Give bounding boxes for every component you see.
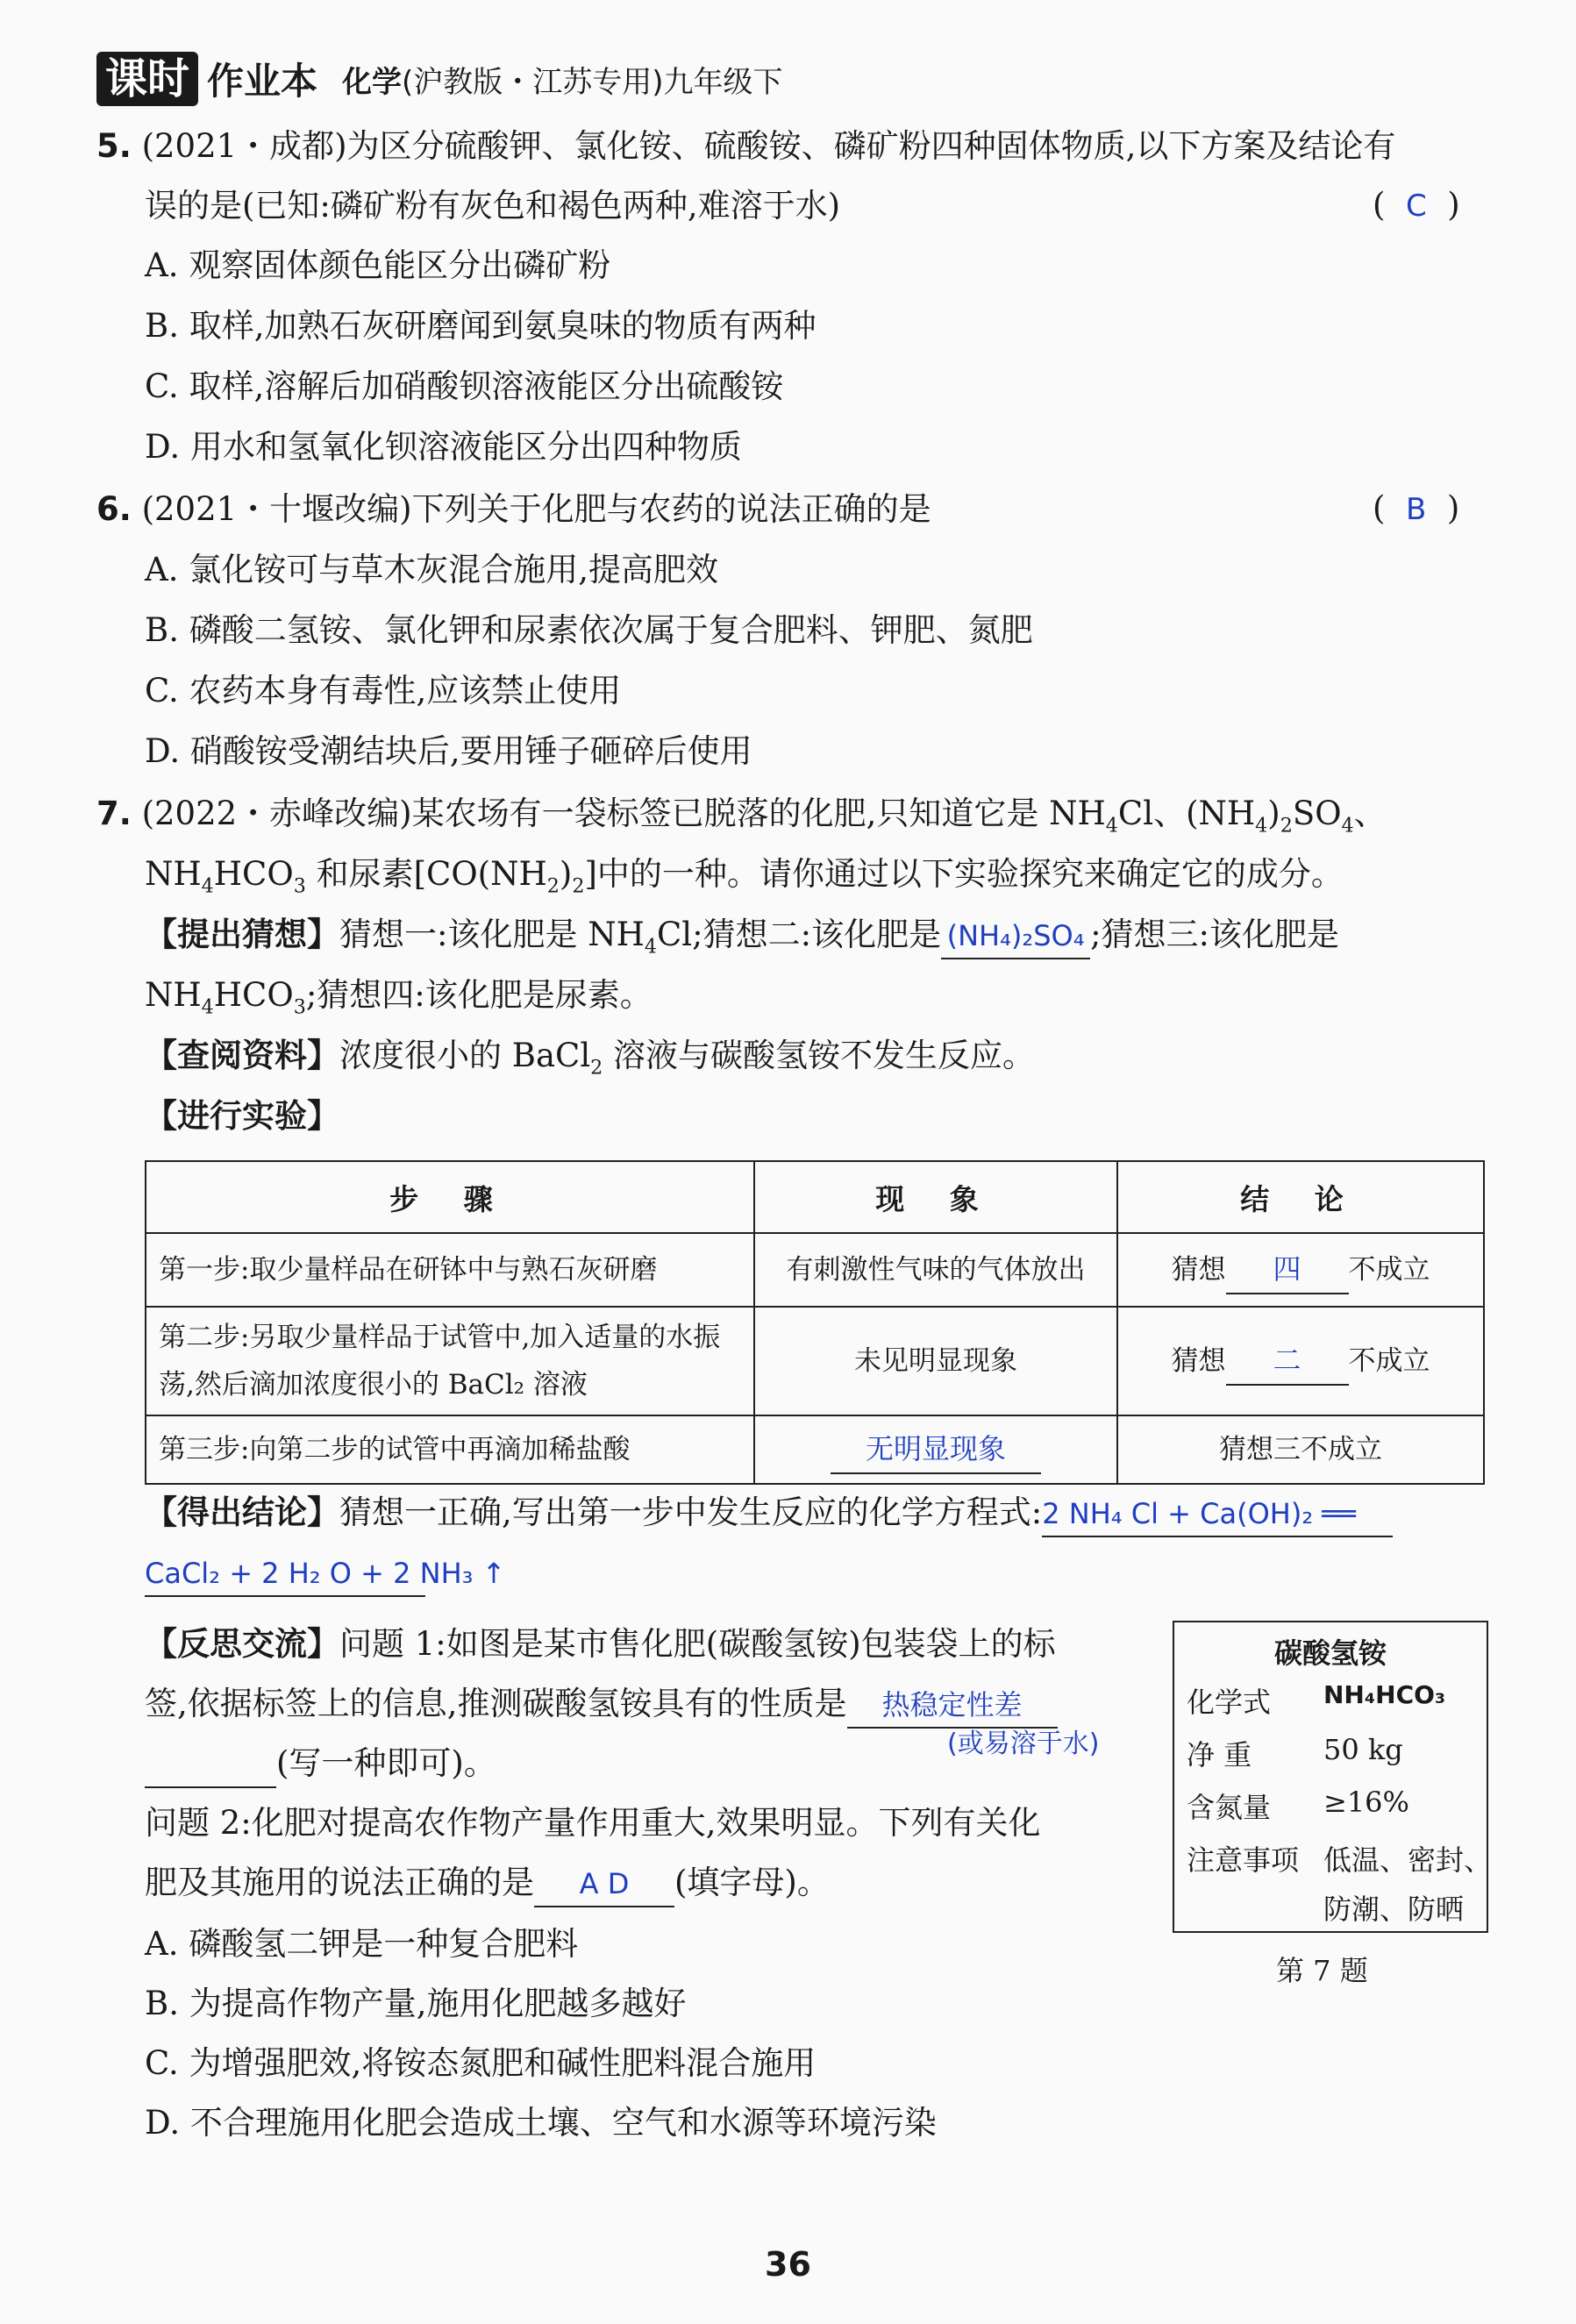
- q7-option-b: B. 为提高作物产量,施用化肥越多越好: [145, 1985, 687, 2022]
- conclusion-cell: 猜想 四 不成立: [1117, 1233, 1484, 1307]
- label-nitrogen-value: ≥16%: [1323, 1786, 1409, 1819]
- step-cell: 第三步:向第二步的试管中再滴加稀盐酸: [146, 1415, 754, 1484]
- q6-stem: 6. (2021・十堰改编)下列关于化肥与农药的说法正确的是: [96, 490, 931, 528]
- q7-option-a: A. 磷酸氢二钾是一种复合肥料: [145, 1925, 579, 1963]
- phenomenon-cell: 未见明显现象: [754, 1307, 1117, 1415]
- q5-option-b: B. 取样,加熟石灰研磨闻到氨臭味的物质有两种: [145, 307, 817, 345]
- q6-option-c: C. 农药本身有毒性,应该禁止使用: [145, 672, 622, 709]
- label-nitrogen-key: 含氮量: [1187, 1791, 1272, 1824]
- q5-stem-line1: 5. (2021・成都)为区分硫酸钾、氯化铵、硫酸铵、磷矿粉四种固体物质,以下方案及结论有: [96, 127, 1396, 165]
- reflect2-answer: A D: [534, 1862, 674, 1907]
- guess-two-answer: (NH₄)₂SO₄: [941, 914, 1090, 959]
- experiment-table: [145, 1160, 1485, 1485]
- q5-stem-line2: 误的是(已知:磷矿粉有灰色和褐色两种,难溶于水): [145, 187, 841, 225]
- q7-reflect-line4: 问题 2:化肥对提高农作物产量作用重大,效果明显。下列有关化: [145, 1804, 1041, 1842]
- label-formula-value: NH₄HCO₃: [1323, 1680, 1446, 1709]
- label-notes-key: 注意事项: [1187, 1843, 1300, 1877]
- q7-reflect-line3: (写一种即可)。: [145, 1742, 496, 1788]
- table-row: [146, 1415, 1484, 1484]
- step-cell: 第二步:另取少量样品于试管中,加入适量的水振荡,然后滴加浓度很小的 BaCl₂ 溶液: [146, 1307, 754, 1415]
- label-title: 碳酸氢铵: [1273, 1636, 1387, 1670]
- q7-stem-line1: 7. (2022・赤峰改编)某农场有一袋标签已脱落的化肥,只知道它是 $NH_4Cl$、$(NH_4)_2SO_4$、: [96, 795, 1387, 838]
- brand-logo: 课时: [96, 52, 198, 106]
- q5-option-a: A. 观察固体颜色能区分出磷矿粉: [145, 246, 611, 284]
- phenomenon-cell: 有刺激性气味的气体放出: [754, 1233, 1117, 1307]
- table-row: [146, 1307, 1484, 1415]
- label-weight-value: 50 kg: [1323, 1733, 1403, 1766]
- q6-option-b: B. 磷酸二氢铵、氯化钾和尿素依次属于复合肥料、钾肥、氮肥: [145, 611, 1033, 649]
- page-header: [96, 48, 783, 110]
- q6-answer-bracket: ( B ): [1373, 489, 1460, 527]
- reflect1-answer-cont: (或易溶于水): [947, 1729, 1100, 1759]
- header-steps: 步 骤: [146, 1161, 754, 1233]
- q7-stem-line2: $NH_4HCO_3$ 和尿素$[CO(NH_2)_2]$中的一种。请你通过以下实验探究来确定它的成分。: [145, 855, 1344, 898]
- q7-reflect-line5: 肥及其施用的说法正确的是 A D (填字母)。: [145, 1861, 830, 1907]
- q7-option-d: D. 不合理施用化肥会造成土壤、空气和水源等环境污染: [145, 2104, 937, 2142]
- q7-conclusion-line1: 【得出结论】猜想一正确,写出第一步中发生反应的化学方程式:2 NH₄ Cl + Ca(OH)₂ ══: [145, 1491, 1393, 1537]
- q7-reference: 【查阅资料】浓度很小的 BaCl$_2$ 溶液与碳酸氢铵不发生反应。: [145, 1037, 1036, 1080]
- q5-answer-bracket: ( C ): [1373, 186, 1460, 224]
- page-number: 36: [765, 2245, 811, 2284]
- q5-option-c: C. 取样,溶解后加硝酸钡溶液能区分出硫酸铵: [145, 367, 784, 405]
- q7-conclusion-line2: [145, 1551, 506, 1597]
- label-notes-value1: 低温、密封、: [1323, 1843, 1493, 1877]
- reflect1-answer: 热稳定性差: [847, 1683, 1058, 1729]
- q7-reflect-line1: 【反思交流】问题 1:如图是某市售化肥(碳酸氢铵)包装袋上的标: [145, 1625, 1056, 1663]
- equation-part1: 2 NH₄ Cl + Ca(OH)₂ ══: [1042, 1492, 1393, 1537]
- q7-experiment-head: 【进行实验】: [145, 1097, 339, 1135]
- q7-reflect-line2: 签,依据标签上的信息,推测碳酸氢铵具有的性质是 热稳定性差: [145, 1682, 1058, 1729]
- equation-part2: CaCl₂ + 2 H₂ O + 2 NH₃ ↑: [145, 1551, 425, 1597]
- book-subtitle: 化学(沪教版・江苏专用)九年级下: [342, 64, 783, 100]
- phenomenon-cell: 无明显现象: [754, 1415, 1117, 1484]
- q7-guess-line2: $NH_4HCO_3$;猜想四:该化肥是尿素。: [145, 976, 653, 1019]
- header-phenomenon: 现 象: [754, 1161, 1117, 1233]
- q6-option-d: D. 硝酸铵受潮结块后,要用锤子砸碎后使用: [145, 732, 752, 770]
- header-conclusion: 结 论: [1117, 1161, 1484, 1233]
- fertilizer-label: [1173, 1621, 1493, 1933]
- q7-guess-line1: 【提出猜想】猜想一:该化肥是 $NH_4Cl$;猜想二:该化肥是 (NH₄)₂SO₄ ;猜想三:该化肥是: [145, 916, 1340, 959]
- label-weight-key: 净 重: [1187, 1738, 1252, 1772]
- table-row: [146, 1233, 1484, 1307]
- q6-option-a: A. 氯化铵可与草木灰混合施用,提高肥效: [145, 551, 719, 588]
- brand-title: 作业本: [207, 60, 318, 103]
- figure-caption: 第 7 题: [1276, 1954, 1368, 1987]
- table-header-row: [146, 1161, 1484, 1233]
- label-formula-key: 化学式: [1187, 1686, 1272, 1719]
- conclusion-cell: 猜想 二 不成立: [1117, 1307, 1484, 1415]
- label-notes-value2: 防潮、防晒: [1323, 1893, 1465, 1926]
- q7-option-c: C. 为增强肥效,将铵态氮肥和碱性肥料混合施用: [145, 2044, 817, 2082]
- q5-option-d: D. 用水和氢氧化钡溶液能区分出四种物质: [145, 428, 742, 466]
- step-cell: 第一步:取少量样品在研钵中与熟石灰研磨: [146, 1233, 754, 1307]
- conclusion-cell: 猜想三不成立: [1117, 1415, 1484, 1484]
